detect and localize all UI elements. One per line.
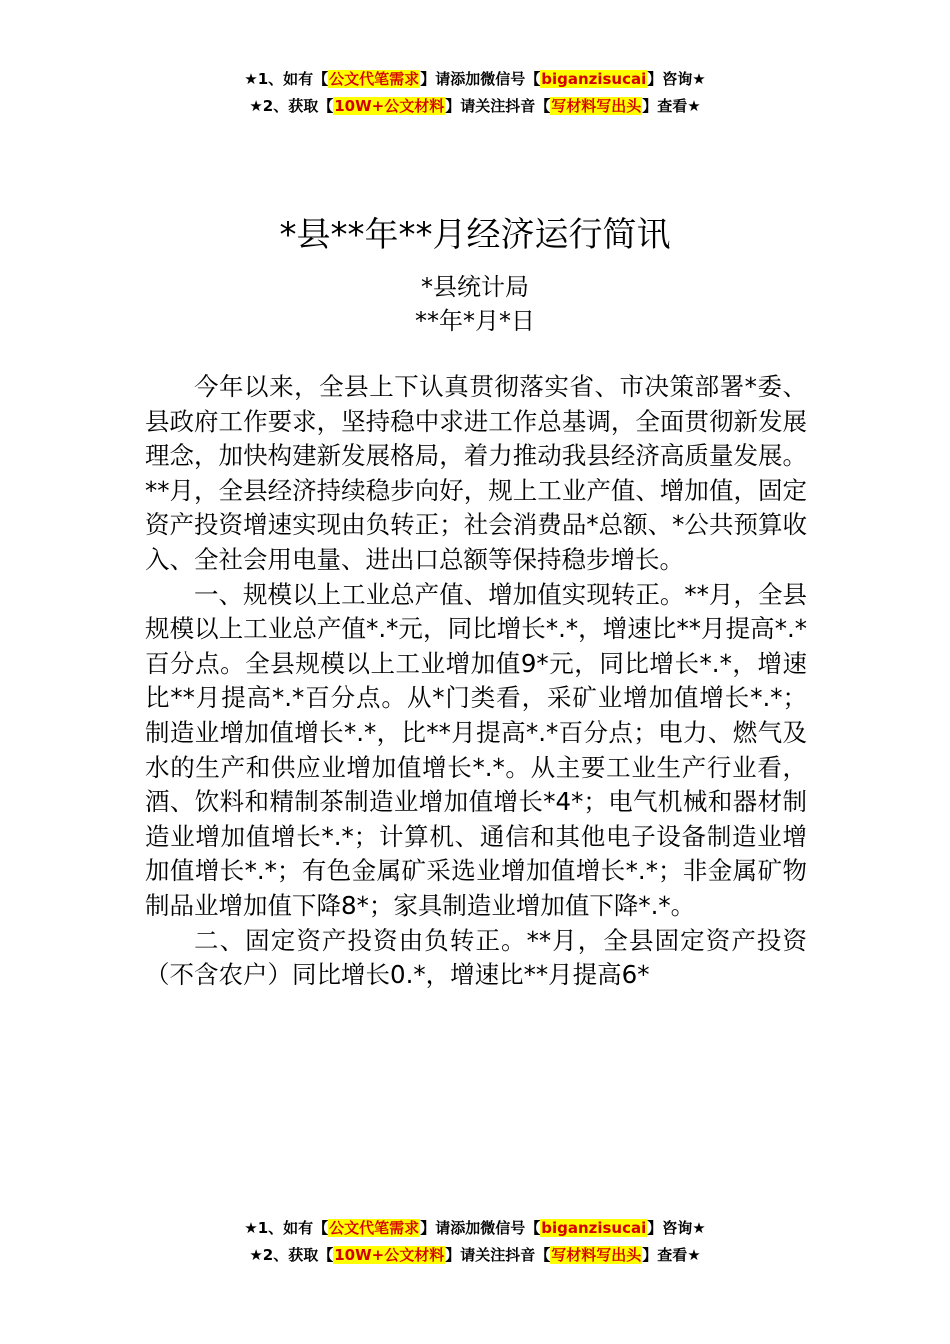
header-banner [0,66,950,120]
highlight-douyin: 写材料写出头 [551,1246,642,1264]
highlight-douyin: 写材料写出头 [551,97,642,115]
document-organization: *县统计局 [421,273,529,301]
paragraph-investment: 二、固定资产投资由负转正。**月，全县固定资产投资（不含农户）同比增长0.*，增速比**月提高6* [145,925,807,990]
highlight-materials: 10W+公文材料 [334,97,445,115]
paragraph-industry: 一、规模以上工业总产值、增加值实现转正。**月，全县规模以上工业总产值*.*元，同比增长*.*，增速比**月提高*.*百分点。全县规模以上工业增加值9*元，同比增长*.*，增速比**月提高*.*百分点。从*门类看，采矿业增加值增长*.*；制造业增加值增长*.*，比**月提高*.*百分点；电力、燃气及水的生产和供应业增加值增长*.*。从主要工业生产行业看，酒、饮料和精制茶制造业增加值增长*4*；电气机械和器材制造业增加值增长*.*；计算机、通信和其他电子设备制造业增加值增长*.*；有色金属矿采选业增加值增长*.*；非金属矿物制品业增加值下降8*；家具制造业增加值下降*.*。 [145,579,807,920]
highlight-wechat-id: biganzisucai [541,1219,647,1237]
footer-banner [0,1215,950,1269]
banner-line-2: ★2、获取【10W+公文材料】请关注抖音【写材料写出头】查看★ [249,97,701,115]
highlight-service: 公文代笔需求 [329,1219,420,1237]
highlight-wechat-id: biganzisucai [541,70,647,88]
banner-line-2: ★2、获取【10W+公文材料】请关注抖音【写材料写出头】查看★ [249,1246,701,1264]
document-title: *县**年**月经济运行简讯 [279,215,671,255]
document-body [145,370,807,993]
paragraph-intro: 今年以来，全县上下认真贯彻落实省、市决策部署*委、县政府工作要求，坚持稳中求进工作总基调，全面贯彻新发展理念，加快构建新发展格局，着力推动我县经济高质量发展。**月，全县经济持续稳步向好，规上工业产值、增加值，固定资产投资增速实现由负转正；社会消费品*总额、*公共预算收入、全社会用电量、进出口总额等保持稳步增长。 [145,372,807,574]
highlight-materials: 10W+公文材料 [334,1246,445,1264]
banner-line-1: ★1、如有【公文代笔需求】请添加微信号【biganzisucai】咨询★ [244,70,706,88]
document-date: **年*月*日 [415,307,535,335]
highlight-service: 公文代笔需求 [329,70,420,88]
banner-line-1: ★1、如有【公文代笔需求】请添加微信号【biganzisucai】咨询★ [244,1219,706,1237]
